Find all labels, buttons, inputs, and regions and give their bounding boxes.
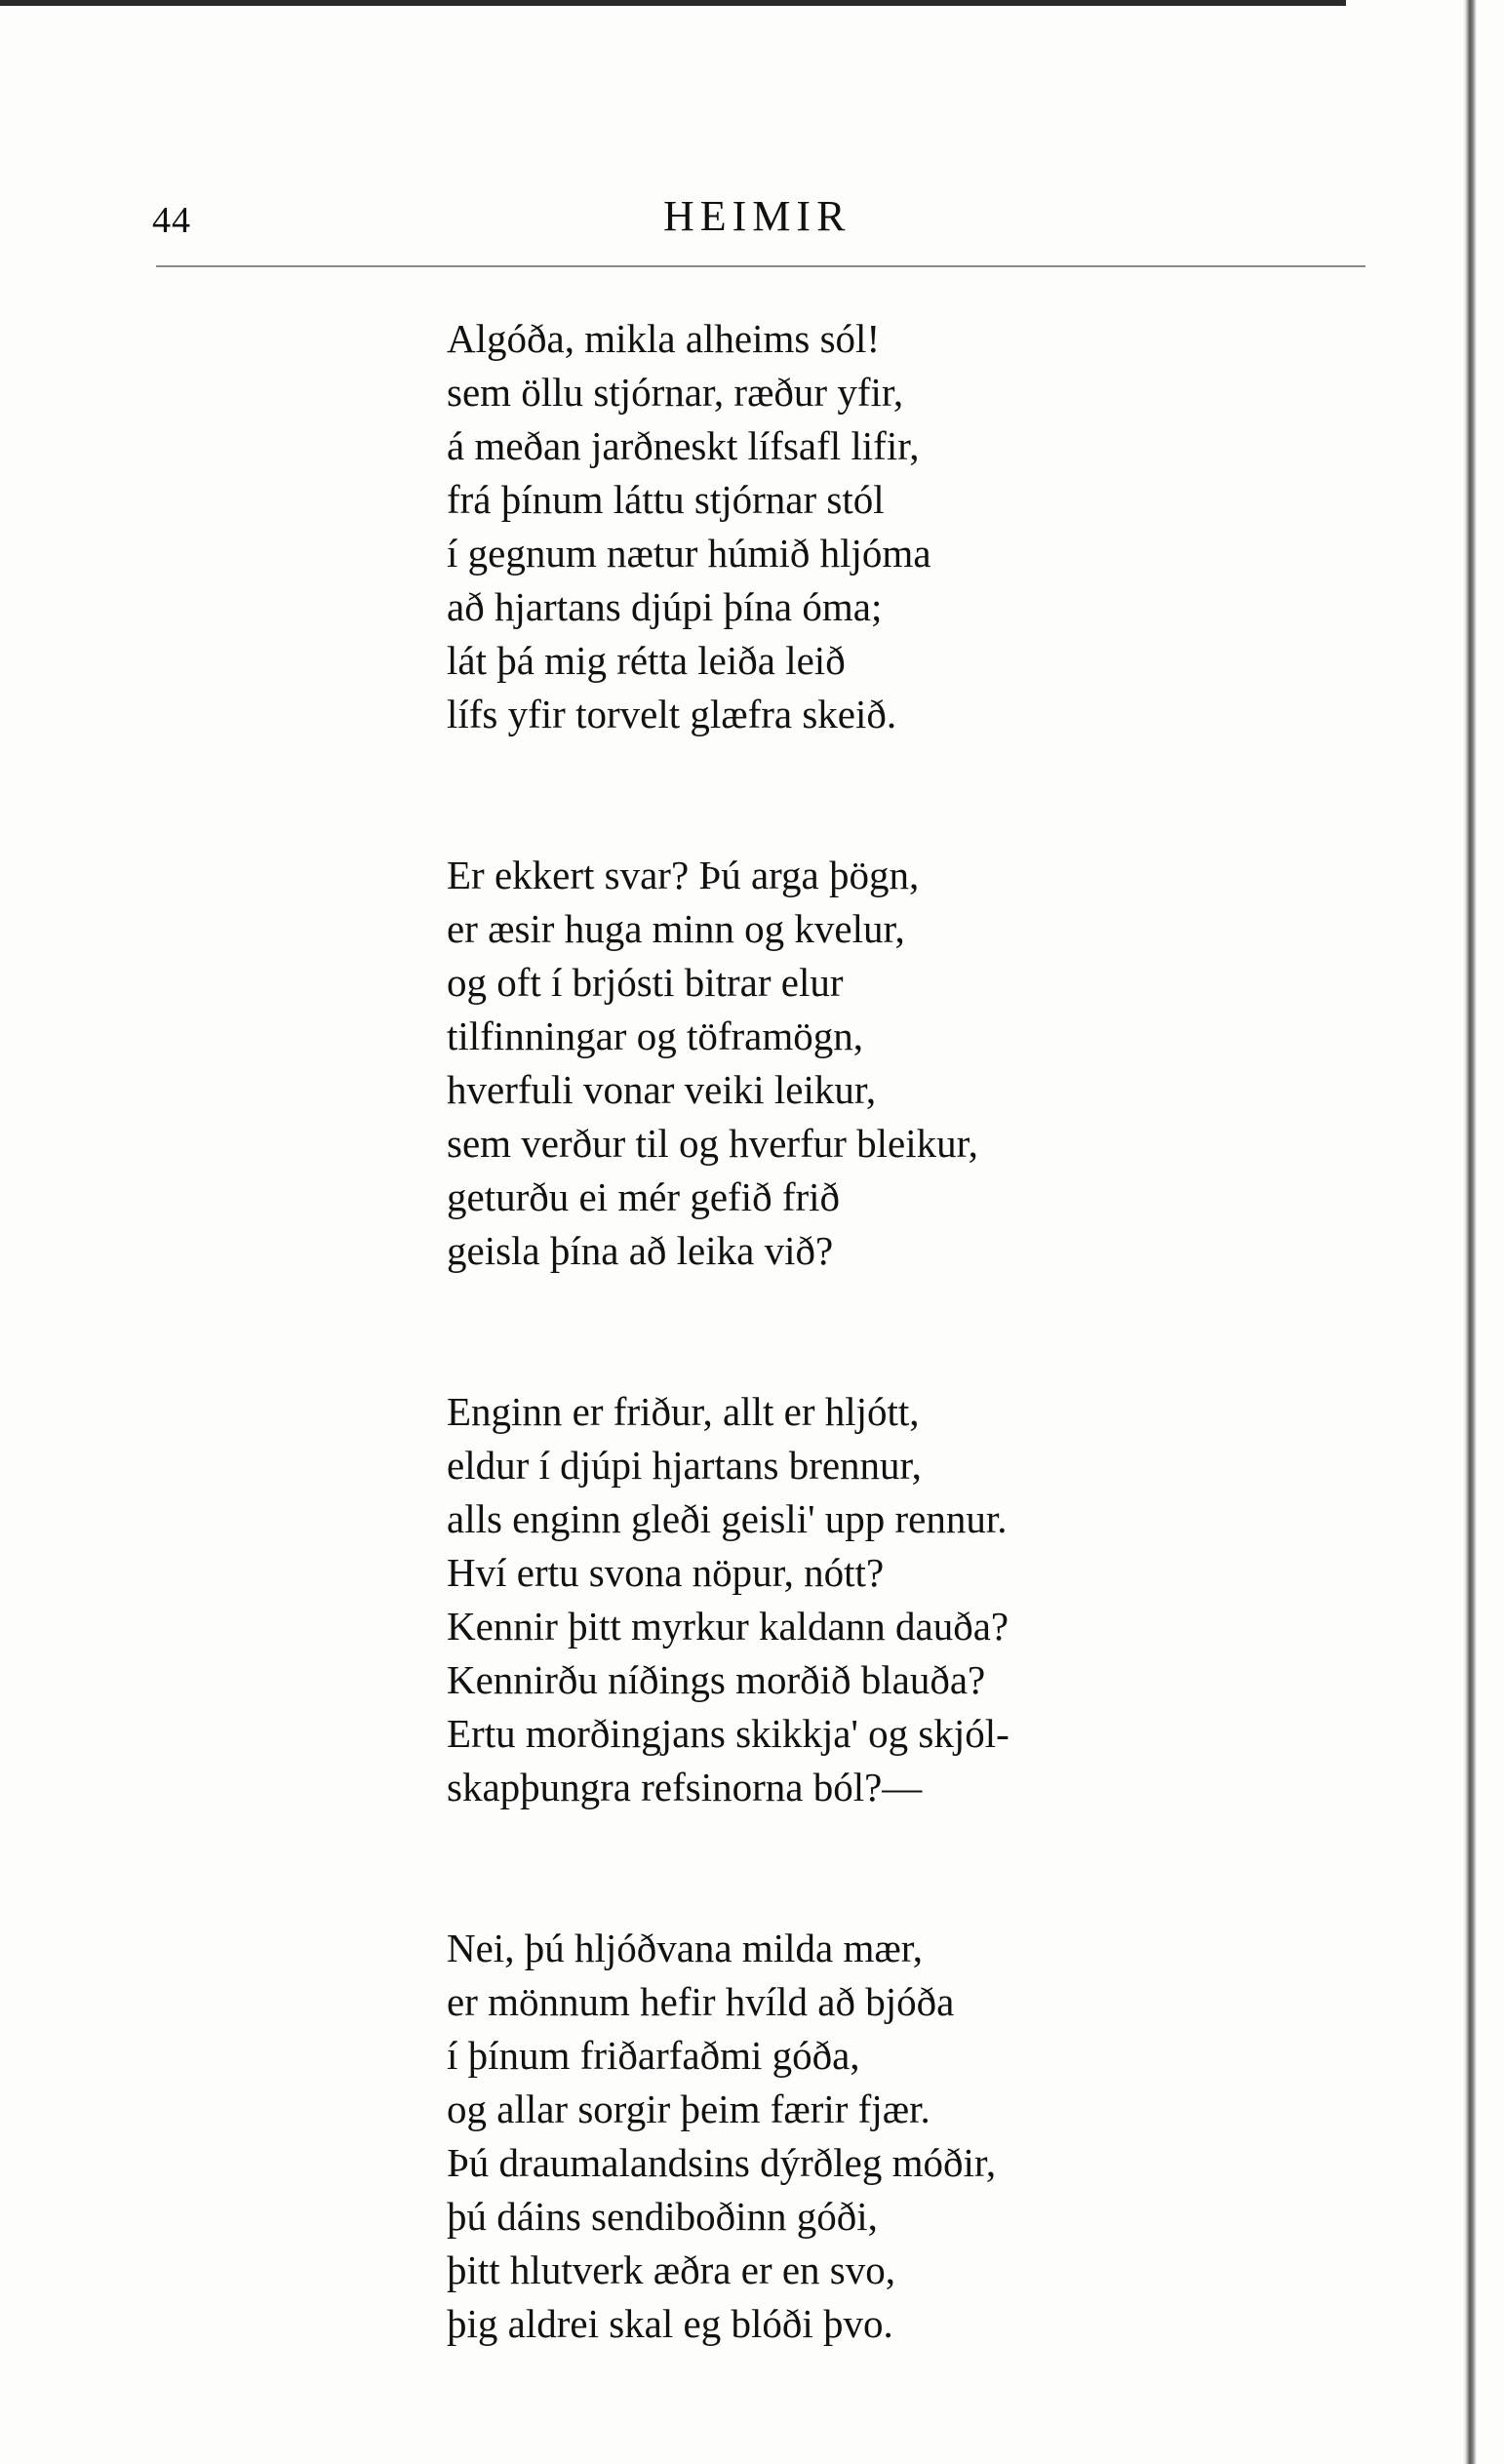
poem-line: eldur í djúpi hjartans brennur, [447, 1443, 922, 1488]
poem-line: á meðan jarðneskt lífsafl lifir, [447, 423, 920, 468]
poem-line: og oft í brjósti bitrar elur [447, 960, 844, 1005]
poem-line: og allar sorgir þeim færir fjær. [447, 2086, 930, 2131]
poem-line: geisla þína að leika við? [447, 1228, 834, 1273]
stanza-4 [447, 1922, 1422, 2351]
poem-line: geturðu ei mér gefið frið [447, 1174, 841, 1219]
poem-line: Enginn er friður, allt er hljótt, [447, 1389, 920, 1434]
stanza-3 [447, 1385, 1422, 1814]
poem-line: í gegnum nætur húmið hljóma [447, 531, 931, 576]
poem-line: hverfuli vonar veiki leikur, [447, 1067, 877, 1112]
poem-line: Nei, þú hljóðvana milda mær, [447, 1926, 923, 1970]
poem-line: skapþungra refsinorna ból?— [447, 1765, 923, 1809]
page-number: 44 [152, 200, 191, 241]
top-scan-rule [0, 0, 1346, 6]
poem-line: Kennirðu níðings morðið blauða? [447, 1657, 986, 1702]
poem-line: Þú draumalandsins dýrðleg móðir, [447, 2140, 997, 2185]
poem-line: tilfinningar og töframögn, [447, 1013, 863, 1058]
stanza-1 [447, 312, 1422, 741]
header-rule [156, 265, 1365, 267]
poem-line: Algóða, mikla alheims sól! [447, 316, 881, 361]
poem-line: þig aldrei skal eg blóði þvo. [447, 2301, 893, 2346]
poem-line: lífs yfir torvelt glæfra skeið. [447, 692, 897, 736]
poem-line: sem verður til og hverfur bleikur, [447, 1121, 978, 1166]
running-head: HEIMIR [663, 192, 851, 240]
stanza-2 [447, 849, 1422, 1278]
poem-line: er mönnum hefir hvíld að bjóða [447, 1979, 955, 2024]
poem-line: alls enginn gleði geisli' upp rennur. [447, 1496, 1008, 1541]
poem-line: sem öllu stjórnar, ræður yfir, [447, 370, 904, 415]
poem-line: Er ekkert svar? Þú arga þögn, [447, 853, 920, 897]
poem-line: frá þínum láttu stjórnar stól [447, 477, 885, 522]
poem-line: að hjartans djúpi þína óma; [447, 584, 883, 629]
poem-line: Kennir þitt myrkur kaldann dauða? [447, 1604, 1009, 1649]
page-edge-shadow [1463, 0, 1477, 2464]
poem-line: Ertu morðingjans skikkja' og skjól- [447, 1711, 1009, 1756]
poem-line: Hví ertu svona nöpur, nótt? [447, 1550, 885, 1595]
poem-line: þitt hlutverk æðra er en svo, [447, 2247, 896, 2292]
poem-line: í þínum friðarfaðmi góða, [447, 2033, 860, 2078]
poem-line: er æsir huga minn og kvelur, [447, 906, 905, 951]
poem-line: þú dáins sendiboðinn góði, [447, 2194, 878, 2239]
poem [447, 312, 1422, 2458]
poem-line: lát þá mig rétta leiða leið [447, 638, 846, 683]
